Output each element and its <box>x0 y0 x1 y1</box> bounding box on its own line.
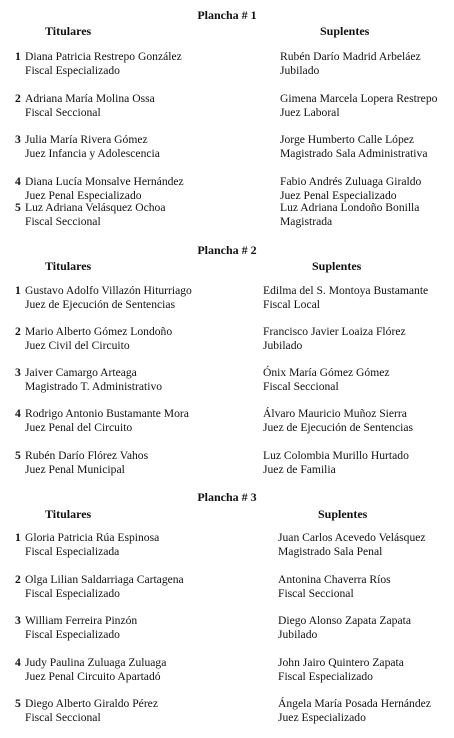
candidate-number: 2 <box>15 92 21 105</box>
suplente-name: Diego Alonso Zapata Zapata <box>278 614 411 627</box>
titular-role: Magistrado T. Administrativo <box>25 380 163 393</box>
titular-role: Juez Penal Circuito Apartadó <box>25 670 161 683</box>
suplente-role: Magistrado Sala Penal <box>278 545 383 558</box>
suplente-entry <box>263 449 409 477</box>
plancha-title: Plancha # 1 <box>197 8 257 22</box>
suplente-entry <box>263 407 413 435</box>
titular-entry <box>25 573 184 601</box>
suplente-name: Luz Colombia Murillo Hurtado <box>263 449 409 462</box>
titular-role: Juez Civil del Circuito <box>25 339 130 352</box>
titular-name: Olga Lilian Saldarriaga Cartagena <box>25 573 184 586</box>
titular-entry <box>25 175 184 203</box>
suplente-role: Juez Penal Especializado <box>280 189 397 202</box>
candidate-number: 4 <box>15 407 21 420</box>
titular-entry <box>25 531 159 559</box>
suplente-role: Fiscal Especializado <box>278 670 373 683</box>
suplente-entry <box>278 697 431 725</box>
titular-name: Judy Paulina Zuluaga Zuluaga <box>25 656 167 669</box>
suplente-role: Fiscal Seccional <box>278 587 354 600</box>
suplente-name: Fabio Andrés Zuluaga Giraldo <box>280 175 422 188</box>
suplente-entry <box>278 531 426 559</box>
suplente-entry <box>263 366 390 394</box>
titular-role: Juez de Ejecución de Sentencias <box>25 298 176 311</box>
suplente-role: Jubilado <box>278 628 318 641</box>
titular-role: Fiscal Especializado <box>25 628 120 641</box>
candidate-number: 5 <box>15 201 21 214</box>
titular-name: Diego Alberto Giraldo Pérez <box>25 697 158 710</box>
suplentes-header: Suplentes <box>320 24 370 38</box>
titular-entry <box>25 325 172 353</box>
suplente-role: Juez de Ejecución de Sentencias <box>263 421 414 434</box>
plancha-title: Plancha # 2 <box>197 243 257 257</box>
titular-role: Juez Penal Municipal <box>25 463 125 476</box>
suplente-name: Francisco Javier Loaiza Flórez <box>263 325 406 338</box>
titular-role: Fiscal Especializado <box>25 64 120 77</box>
titular-entry <box>25 656 166 684</box>
suplente-entry <box>263 325 406 353</box>
titular-entry <box>25 366 162 394</box>
candidate-number: 3 <box>15 366 21 379</box>
suplente-name: Gimena Marcela Lopera Restrepo <box>280 92 438 105</box>
titular-name: Gloria Patricia Rúa Espinosa <box>25 531 160 544</box>
titular-name: Adriana María Molina Ossa <box>25 92 155 105</box>
suplente-entry <box>280 133 427 161</box>
titular-role: Fiscal Seccional <box>25 711 101 724</box>
suplente-entry <box>280 92 437 120</box>
titulares-header: Titulares <box>45 259 92 273</box>
suplente-role: Jubilado <box>263 339 303 352</box>
titular-name: Julia María Rivera Gómez <box>25 133 148 146</box>
titular-entry <box>25 92 155 120</box>
suplente-name: Juan Carlos Acevedo Velásquez <box>278 531 426 544</box>
suplente-entry <box>278 614 411 642</box>
suplente-name: Antonina Chaverra Ríos <box>278 573 391 586</box>
titular-name: Gustavo Adolfo Villazón Hiturriago <box>25 284 192 297</box>
titular-name: Jaiver Camargo Arteaga <box>25 366 137 379</box>
titulares-header: Titulares <box>45 24 92 38</box>
suplente-role: Jubilado <box>280 64 320 77</box>
titular-entry <box>25 697 158 725</box>
candidate-number: 2 <box>15 325 21 338</box>
candidate-number: 4 <box>15 175 21 188</box>
plancha-title: Plancha # 3 <box>197 490 257 504</box>
titular-role: Fiscal Seccional <box>25 106 101 119</box>
suplente-name: Jorge Humberto Calle López <box>280 133 415 146</box>
suplente-role: Juez de Familia <box>263 463 336 476</box>
candidate-number: 1 <box>15 50 21 63</box>
candidate-number: 4 <box>15 656 21 669</box>
suplente-role: Magistrada <box>280 215 333 228</box>
titular-role: Juez Penal Especializado <box>25 189 142 202</box>
suplente-entry <box>280 50 421 78</box>
titular-entry <box>25 614 137 642</box>
titular-entry <box>25 284 192 312</box>
suplente-role: Magistrado Sala Administrativa <box>280 147 428 160</box>
suplente-role: Fiscal Local <box>263 298 320 311</box>
candidate-number: 3 <box>15 133 21 146</box>
suplente-name: Edilma del S. Montoya Bustamante <box>263 284 429 297</box>
suplentes-header: Suplentes <box>318 507 368 521</box>
suplentes-header: Suplentes <box>312 259 362 273</box>
suplente-role: Fiscal Seccional <box>263 380 339 393</box>
titular-role: Juez Penal del Circuito <box>25 421 133 434</box>
titular-entry <box>25 50 182 78</box>
titular-role: Fiscal Especializado <box>25 587 120 600</box>
candidate-number: 3 <box>15 614 21 627</box>
titular-name: Luz Adriana Velásquez Ochoa <box>25 201 166 214</box>
titular-entry <box>25 449 148 477</box>
titular-entry <box>25 407 189 435</box>
titular-entry <box>25 133 160 161</box>
titular-role: Juez Infancia y Adolescencia <box>25 147 160 160</box>
suplente-name: Rubén Darío Madrid Arbeláez <box>280 50 421 63</box>
titular-name: Diana Lucía Monsalve Hernández <box>25 175 184 188</box>
titular-name: Diana Patricia Restrepo González <box>25 50 182 63</box>
suplente-name: Ángela María Posada Hernández <box>278 697 431 710</box>
candidate-number: 5 <box>15 449 21 462</box>
candidate-number: 1 <box>15 284 21 297</box>
titular-role: Fiscal Especializada <box>25 545 120 558</box>
suplente-entry <box>280 201 419 229</box>
candidate-number: 5 <box>15 697 21 710</box>
suplente-role: Juez Laboral <box>280 106 340 119</box>
titular-name: Rubén Darío Flórez Vahos <box>25 449 149 462</box>
titular-name: Rodrigo Antonio Bustamante Mora <box>25 407 189 420</box>
suplente-name: Ónix María Gómez Gómez <box>263 366 390 379</box>
titular-name: William Ferreira Pinzón <box>25 614 138 627</box>
titular-entry <box>25 201 165 229</box>
suplente-entry <box>280 175 421 203</box>
titular-role: Fiscal Seccional <box>25 215 101 228</box>
suplente-name: John Jairo Quintero Zapata <box>278 656 404 669</box>
candidate-number: 2 <box>15 573 21 586</box>
suplente-name: Álvaro Mauricio Muñoz Sierra <box>263 407 407 420</box>
titular-name: Mario Alberto Gómez Londoño <box>25 325 173 338</box>
suplente-entry <box>278 573 391 601</box>
suplente-name: Luz Adriana Londoño Bonilla <box>280 201 420 214</box>
titulares-header: Titulares <box>45 507 92 521</box>
suplente-role: Juez Especializado <box>278 711 366 724</box>
suplente-entry <box>278 656 404 684</box>
suplente-entry <box>263 284 428 312</box>
candidate-number: 1 <box>15 531 21 544</box>
